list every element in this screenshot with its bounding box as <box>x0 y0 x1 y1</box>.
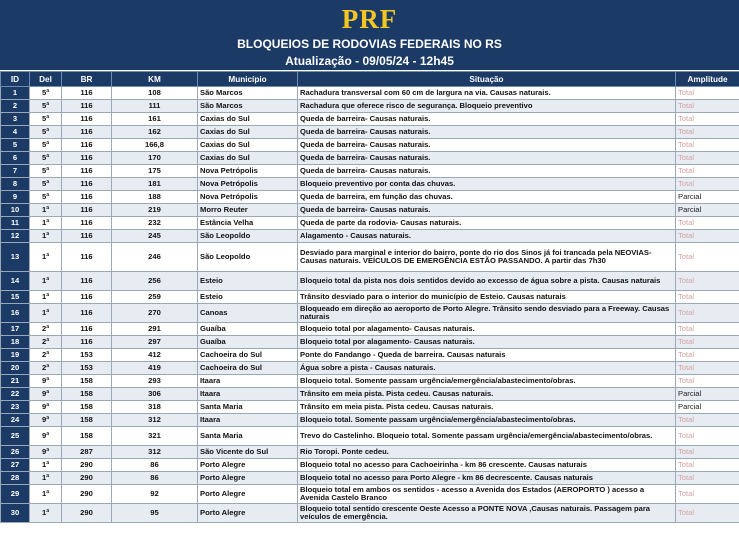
cell-amplitude: Total <box>676 375 739 388</box>
cell-id: 27 <box>1 459 30 472</box>
cell-situacao: Alagamento - Causas naturais. <box>298 230 676 243</box>
cell-del: 1ª <box>30 485 62 504</box>
cell-del: 2ª <box>30 323 62 336</box>
cell-id: 4 <box>1 126 30 139</box>
cell-situacao: Queda de barreira- Causas naturais. <box>298 126 676 139</box>
cell-del: 1ª <box>30 272 62 291</box>
cell-municipio: Santa Maria <box>198 427 298 446</box>
cell-br: 158 <box>62 375 112 388</box>
cell-amplitude: Total <box>676 323 739 336</box>
col-header-situacao: Situação <box>298 72 676 87</box>
cell-id: 24 <box>1 414 30 427</box>
report-title: BLOQUEIOS DE RODOVIAS FEDERAIS NO RS <box>237 37 502 51</box>
cell-del: 9ª <box>30 401 62 414</box>
cell-amplitude: Parcial <box>676 204 739 217</box>
cell-id: 9 <box>1 191 30 204</box>
table-row <box>1 165 739 178</box>
cell-situacao: Bloqueio total por alagamento- Causas naturais. <box>298 323 676 336</box>
cell-br: 153 <box>62 349 112 362</box>
cell-amplitude: Total <box>676 126 739 139</box>
cell-amplitude: Parcial <box>676 401 739 414</box>
cell-del: 2ª <box>30 362 62 375</box>
cell-municipio: Esteio <box>198 272 298 291</box>
col-header-br: BR <box>62 72 112 87</box>
table-row <box>1 191 739 204</box>
cell-id: 8 <box>1 178 30 191</box>
cell-km: 92 <box>112 485 198 504</box>
cell-id: 18 <box>1 336 30 349</box>
cell-amplitude: Total <box>676 336 739 349</box>
cell-municipio: Santa Maria <box>198 401 298 414</box>
cell-municipio: Caxias do Sul <box>198 139 298 152</box>
cell-id: 1 <box>1 87 30 100</box>
cell-br: 116 <box>62 272 112 291</box>
cell-municipio: Canoas <box>198 304 298 323</box>
cell-municipio: Nova Petrópolis <box>198 165 298 178</box>
cell-id: 29 <box>1 485 30 504</box>
cell-km: 419 <box>112 362 198 375</box>
cell-km: 246 <box>112 243 198 272</box>
cell-br: 116 <box>62 291 112 304</box>
table-row <box>1 204 739 217</box>
cell-amplitude: Total <box>676 272 739 291</box>
cell-del: 5ª <box>30 165 62 178</box>
cell-situacao: Trevo do Castelinho. Bloqueio total. Somente passam urgência/emergência/abastecimento/obras. <box>298 427 676 446</box>
table-row <box>1 323 739 336</box>
cell-amplitude: Total <box>676 243 739 272</box>
cell-municipio: Porto Alegre <box>198 485 298 504</box>
cell-br: 116 <box>62 139 112 152</box>
cell-km: 111 <box>112 100 198 113</box>
cell-br: 116 <box>62 191 112 204</box>
table-row <box>1 504 739 523</box>
cell-del: 2ª <box>30 349 62 362</box>
cell-km: 86 <box>112 459 198 472</box>
table-row <box>1 100 739 113</box>
table-row <box>1 427 739 446</box>
cell-situacao: Queda de barreira, em função das chuvas. <box>298 191 676 204</box>
cell-situacao: Bloqueio total. Somente passam urgência/emergência/abastecimento/obras. <box>298 414 676 427</box>
cell-id: 5 <box>1 139 30 152</box>
cell-br: 116 <box>62 217 112 230</box>
cell-br: 116 <box>62 178 112 191</box>
prf-logo: PRF <box>341 4 398 34</box>
table-row <box>1 472 739 485</box>
cell-municipio: Estância Velha <box>198 217 298 230</box>
cell-km: 412 <box>112 349 198 362</box>
cell-amplitude: Total <box>676 230 739 243</box>
cell-id: 25 <box>1 427 30 446</box>
cell-situacao: Desviado para marginal e interior do bairro, ponte do rio dos Sinos já foi trancada pela NEOVIAS- Causas naturais. VEÍCULOS DE EMERGÊNCIA ESTÃO PASSANDO. A partir das 7h30 <box>298 243 676 272</box>
cell-br: 158 <box>62 388 112 401</box>
cell-situacao: Água sobre a pista - Causas naturais. <box>298 362 676 375</box>
cell-amplitude: Total <box>676 100 739 113</box>
cell-id: 14 <box>1 272 30 291</box>
cell-situacao: Bloqueio total no acesso para Cachoeirinha - km 86 crescente. Causas naturais <box>298 459 676 472</box>
table-row <box>1 336 739 349</box>
table-row <box>1 388 739 401</box>
cell-km: 181 <box>112 178 198 191</box>
blockages-table <box>0 71 739 523</box>
cell-amplitude: Total <box>676 178 739 191</box>
cell-amplitude: Total <box>676 485 739 504</box>
cell-del: 1ª <box>30 304 62 323</box>
cell-situacao: Rio Toropi. Ponte cedeu. <box>298 446 676 459</box>
cell-id: 22 <box>1 388 30 401</box>
cell-br: 116 <box>62 113 112 126</box>
cell-id: 23 <box>1 401 30 414</box>
table-row <box>1 362 739 375</box>
table-row <box>1 459 739 472</box>
cell-municipio: São Vicente do Sul <box>198 446 298 459</box>
cell-del: 5ª <box>30 139 62 152</box>
report-update-date: Atualização - 09/05/24 - 12h45 <box>285 54 454 68</box>
cell-amplitude: Total <box>676 304 739 323</box>
cell-amplitude: Total <box>676 446 739 459</box>
cell-id: 2 <box>1 100 30 113</box>
cell-id: 15 <box>1 291 30 304</box>
cell-km: 95 <box>112 504 198 523</box>
cell-situacao: Queda de parte da rodovia- Causas naturais. <box>298 217 676 230</box>
cell-del: 5ª <box>30 100 62 113</box>
cell-br: 290 <box>62 504 112 523</box>
col-header-amplitude: Amplitude <box>676 72 739 87</box>
cell-id: 3 <box>1 113 30 126</box>
cell-br: 158 <box>62 401 112 414</box>
table-row <box>1 414 739 427</box>
cell-br: 116 <box>62 243 112 272</box>
cell-br: 290 <box>62 472 112 485</box>
cell-amplitude: Parcial <box>676 388 739 401</box>
cell-municipio: Esteio <box>198 291 298 304</box>
table-row <box>1 401 739 414</box>
table-row <box>1 272 739 291</box>
table-row <box>1 87 739 100</box>
cell-id: 30 <box>1 504 30 523</box>
cell-del: 9ª <box>30 446 62 459</box>
cell-br: 116 <box>62 87 112 100</box>
cell-km: 306 <box>112 388 198 401</box>
cell-km: 175 <box>112 165 198 178</box>
cell-del: 9ª <box>30 375 62 388</box>
cell-km: 219 <box>112 204 198 217</box>
cell-br: 153 <box>62 362 112 375</box>
cell-amplitude: Parcial <box>676 191 739 204</box>
cell-br: 116 <box>62 336 112 349</box>
table-row <box>1 485 739 504</box>
cell-br: 290 <box>62 459 112 472</box>
cell-id: 6 <box>1 152 30 165</box>
cell-km: 245 <box>112 230 198 243</box>
cell-municipio: Guaíba <box>198 336 298 349</box>
table-row <box>1 126 739 139</box>
cell-situacao: Bloqueio total por alagamento- Causas naturais. <box>298 336 676 349</box>
cell-km: 312 <box>112 414 198 427</box>
cell-municipio: Nova Petrópolis <box>198 191 298 204</box>
cell-situacao: Trânsito em meia pista. Pista cedeu. Causas naturais. <box>298 401 676 414</box>
cell-br: 290 <box>62 485 112 504</box>
cell-municipio: Itaara <box>198 375 298 388</box>
cell-id: 16 <box>1 304 30 323</box>
cell-id: 21 <box>1 375 30 388</box>
cell-situacao: Bloqueio total no acesso para Porto Alegre - km 86 decrescente. Causas naturais <box>298 472 676 485</box>
cell-id: 7 <box>1 165 30 178</box>
cell-municipio: São Leopoldo <box>198 230 298 243</box>
cell-del: 9ª <box>30 388 62 401</box>
cell-amplitude: Total <box>676 217 739 230</box>
cell-km: 259 <box>112 291 198 304</box>
table-row <box>1 230 739 243</box>
col-header-km: KM <box>112 72 198 87</box>
col-header-id: ID <box>1 72 30 87</box>
cell-amplitude: Total <box>676 459 739 472</box>
cell-situacao: Queda de barreira- Causas naturais. <box>298 113 676 126</box>
cell-amplitude: Total <box>676 427 739 446</box>
cell-km: 108 <box>112 87 198 100</box>
cell-km: 312 <box>112 446 198 459</box>
cell-municipio: Caxias do Sul <box>198 126 298 139</box>
cell-del: 2ª <box>30 336 62 349</box>
cell-situacao: Rachadura que oferece risco de segurança. Bloqueio preventivo <box>298 100 676 113</box>
cell-del: 5ª <box>30 152 62 165</box>
cell-situacao: Bloqueio total em ambos os sentidos - acesso a Avenida dos Estados (AEROPORTO ) acesso a Avenida Castelo Branco <box>298 485 676 504</box>
cell-municipio: Caxias do Sul <box>198 152 298 165</box>
cell-id: 28 <box>1 472 30 485</box>
cell-del: 1ª <box>30 291 62 304</box>
cell-amplitude: Total <box>676 152 739 165</box>
cell-municipio: Nova Petrópolis <box>198 178 298 191</box>
cell-del: 9ª <box>30 427 62 446</box>
cell-municipio: Porto Alegre <box>198 472 298 485</box>
cell-amplitude: Total <box>676 504 739 523</box>
cell-id: 17 <box>1 323 30 336</box>
cell-situacao: Rachadura transversal com 60 cm de largura na via. Causas naturais. <box>298 87 676 100</box>
cell-br: 116 <box>62 152 112 165</box>
table-row <box>1 113 739 126</box>
cell-br: 116 <box>62 230 112 243</box>
cell-km: 321 <box>112 427 198 446</box>
cell-km: 318 <box>112 401 198 414</box>
cell-br: 116 <box>62 323 112 336</box>
cell-situacao: Queda de barreira- Causas naturais. <box>298 204 676 217</box>
cell-del: 5ª <box>30 178 62 191</box>
cell-amplitude: Total <box>676 165 739 178</box>
cell-municipio: São Leopoldo <box>198 243 298 272</box>
cell-municipio: São Marcos <box>198 100 298 113</box>
col-header-municipio: Município <box>198 72 298 87</box>
cell-br: 116 <box>62 126 112 139</box>
cell-br: 158 <box>62 427 112 446</box>
cell-km: 166,8 <box>112 139 198 152</box>
cell-del: 1ª <box>30 243 62 272</box>
cell-km: 162 <box>112 126 198 139</box>
table-row <box>1 349 739 362</box>
cell-del: 5ª <box>30 87 62 100</box>
table-row <box>1 178 739 191</box>
cell-km: 232 <box>112 217 198 230</box>
cell-amplitude: Total <box>676 291 739 304</box>
cell-situacao: Ponte do Fandango - Queda de barreira. Causas naturais <box>298 349 676 362</box>
cell-del: 1ª <box>30 472 62 485</box>
cell-del: 5ª <box>30 191 62 204</box>
cell-km: 270 <box>112 304 198 323</box>
cell-amplitude: Total <box>676 472 739 485</box>
table-row <box>1 217 739 230</box>
cell-situacao: Queda de barreira- Causas naturais. <box>298 152 676 165</box>
table-row <box>1 446 739 459</box>
cell-amplitude: Total <box>676 87 739 100</box>
cell-municipio: São Marcos <box>198 87 298 100</box>
cell-del: 1ª <box>30 230 62 243</box>
cell-situacao: Bloqueio total sentido crescente Oeste Acesso a PONTE NOVA ,Causas naturais. Passagem para veículos de emergência. <box>298 504 676 523</box>
cell-situacao: Bloqueio total da pista nos dois sentidos devido ao excesso de água sobre a pista. Causas naturais <box>298 272 676 291</box>
cell-km: 86 <box>112 472 198 485</box>
cell-br: 158 <box>62 414 112 427</box>
cell-amplitude: Total <box>676 414 739 427</box>
cell-situacao: Trânsito desviado para o interior do município de Esteio. Causas naturais <box>298 291 676 304</box>
table-row <box>1 304 739 323</box>
cell-id: 20 <box>1 362 30 375</box>
cell-del: 1ª <box>30 217 62 230</box>
cell-del: 9ª <box>30 414 62 427</box>
cell-br: 287 <box>62 446 112 459</box>
cell-situacao: Bloqueado em direção ao aeroporto de Porto Alegre. Trânsito sendo desviado para a Freeway. Causas naturais <box>298 304 676 323</box>
cell-id: 13 <box>1 243 30 272</box>
cell-situacao: Bloqueio total. Somente passam urgência/emergência/abastecimento/obras. <box>298 375 676 388</box>
cell-km: 188 <box>112 191 198 204</box>
cell-amplitude: Total <box>676 362 739 375</box>
cell-del: 1ª <box>30 459 62 472</box>
table-row <box>1 291 739 304</box>
cell-km: 291 <box>112 323 198 336</box>
table-row <box>1 375 739 388</box>
report-header <box>0 0 739 70</box>
cell-id: 19 <box>1 349 30 362</box>
cell-situacao: Trânsito em meia pista. Pista cedeu. Causas naturais. <box>298 388 676 401</box>
cell-municipio: Porto Alegre <box>198 459 298 472</box>
cell-del: 5ª <box>30 126 62 139</box>
table-row <box>1 152 739 165</box>
cell-municipio: Morro Reuter <box>198 204 298 217</box>
cell-del: 1ª <box>30 504 62 523</box>
cell-situacao: Queda de barreira- Causas naturais. <box>298 139 676 152</box>
cell-del: 5ª <box>30 113 62 126</box>
cell-municipio: Cachoeira do Sul <box>198 362 298 375</box>
cell-br: 116 <box>62 304 112 323</box>
cell-situacao: Queda de barreira- Causas naturais. <box>298 165 676 178</box>
cell-amplitude: Total <box>676 139 739 152</box>
cell-br: 116 <box>62 100 112 113</box>
cell-municipio: Caxias do Sul <box>198 113 298 126</box>
cell-municipio: Itaara <box>198 414 298 427</box>
cell-km: 293 <box>112 375 198 388</box>
cell-id: 11 <box>1 217 30 230</box>
cell-br: 116 <box>62 165 112 178</box>
cell-municipio: Guaíba <box>198 323 298 336</box>
table-row <box>1 139 739 152</box>
cell-municipio: Cachoeira do Sul <box>198 349 298 362</box>
cell-municipio: Itaara <box>198 388 298 401</box>
col-header-del: Del <box>30 72 62 87</box>
cell-br: 116 <box>62 204 112 217</box>
cell-id: 10 <box>1 204 30 217</box>
cell-id: 26 <box>1 446 30 459</box>
cell-km: 170 <box>112 152 198 165</box>
cell-km: 297 <box>112 336 198 349</box>
cell-municipio: Porto Alegre <box>198 504 298 523</box>
cell-situacao: Bloqueio preventivo por conta das chuvas. <box>298 178 676 191</box>
table-row <box>1 243 739 272</box>
table-header-row <box>1 72 739 87</box>
cell-id: 12 <box>1 230 30 243</box>
cell-km: 161 <box>112 113 198 126</box>
cell-del: 1ª <box>30 204 62 217</box>
cell-amplitude: Total <box>676 349 739 362</box>
cell-amplitude: Total <box>676 113 739 126</box>
cell-km: 256 <box>112 272 198 291</box>
